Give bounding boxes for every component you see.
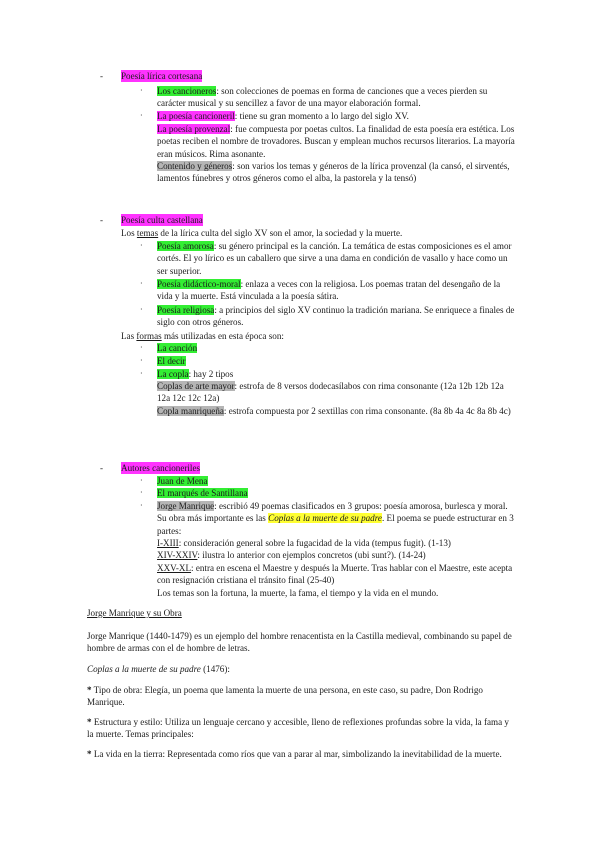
item-term: Poesía didáctico-moral	[157, 279, 241, 289]
bullet-text: na persona, en este caso, su padre, Don Rodrigo Manrique.	[87, 685, 483, 708]
item-term: Coplas de arte mayor	[157, 381, 235, 391]
bullet-icon: ·	[140, 369, 143, 378]
author-name: El marqués de Santillana	[157, 488, 248, 498]
list-item	[87, 684, 517, 709]
item-text: : estrofa de 8 versos dodecasílabos con rima consonante (12a 12b 12b 12a 12a 12c 12c 12a)	[157, 381, 504, 404]
item-term: La poesía provenzal	[157, 124, 231, 134]
item-text: : estrofa compuesta por 2 sextillas con rima consonante. (8a 8b 4a 4c 8a 8b 4c)	[223, 406, 511, 416]
bullet-text: la fama y la muerte. Temas principales:	[87, 717, 509, 740]
item-term: La copla	[157, 369, 189, 379]
bullet-icon: ·	[140, 241, 143, 250]
part-range: XXV-XL	[157, 563, 192, 573]
author-name: Juan de Mena	[157, 476, 208, 486]
author-name: Jorge Manrique	[157, 501, 215, 511]
list-dash: -	[100, 71, 104, 81]
formas-line	[121, 330, 284, 342]
text: de la lírica culta del siglo XV son el amor, la sociedad y la muerte.	[158, 228, 403, 238]
part-range: XIV-XXIV	[157, 550, 198, 560]
temas-text: Los temas son la fortuna, la muerte, la fama, el tiempo y la vida en el mundo.	[157, 588, 439, 598]
section-title: Poesía culta castellana	[121, 215, 203, 225]
text: más utilizadas en esta época son:	[161, 331, 284, 341]
item-text: : enlaza a veces con la religiosa. Los poemas tratan del desengaño de la vida y la muerte. Está vinculada a la poesía sátira.	[157, 279, 501, 302]
bullet-icon: ·	[140, 488, 143, 497]
temas-line	[121, 227, 402, 239]
item-text: : son colecciones de poemas en forma de canciones que a veces pierden su carácter musical y su sencillez a favor de una mayor elaboración formal.	[157, 86, 488, 109]
underlined-word: formas	[136, 331, 162, 341]
item-term: Contenido y géneros	[157, 161, 233, 171]
bullet-icon: *	[87, 749, 92, 759]
item-text: : fue compuesta por poetas cultos. La finalidad de esta poesía era estética. Los poetas reciben el nombre de trovadores. Buscan y emplean muchos recursos literarios. La mayoría eran músicos. Rima asonante.	[157, 124, 515, 159]
text: Los	[121, 228, 137, 238]
coplas-line	[87, 663, 517, 675]
bullet-text: ue van a parar al mar, simbolizando la inevitabilidad de la muerte.	[261, 749, 502, 759]
item-term: El decir	[157, 356, 186, 366]
section-title: Poesía lírica cortesana	[121, 71, 203, 81]
bullet-icon: ·	[140, 343, 143, 352]
item-term: Poesía amorosa	[157, 241, 214, 251]
text: Las	[121, 331, 137, 341]
list-item	[87, 716, 517, 741]
item-text: : su género principal es la canción. La temática de estas composiciones es el amor cortés. El yo lírico es un caballero que sirve a una dama en condición de vasallo y hace como un ser superior.	[157, 241, 512, 276]
item-term: La poesía cancioneril	[157, 111, 235, 121]
item-term: Poesía religiosa	[157, 305, 215, 315]
list-dash: -	[100, 215, 104, 225]
section-heading: Jorge Manrique y su Obra	[87, 608, 182, 618]
bullet-icon: ·	[140, 86, 143, 95]
bullet-icon: *	[87, 717, 92, 727]
bullet-icon: ·	[140, 501, 143, 510]
item-text: : escribió 49 poemas clasificados en 3 grupos: poesía amorosa, burlesca y moral. Su obra más importante es las	[157, 501, 508, 524]
bullet-label: La vida en la tierra: Representada como ríos q	[93, 749, 262, 759]
item-text: : son varios los temas y géneros de la lírica provenzal (la cansó, el sirventés, lamentos fúnebres y otros géneros como el alba, la pastorela y la tensó)	[157, 161, 510, 184]
bullet-icon: ·	[140, 279, 143, 288]
bullet-label: Tipo de obra: Elegía, un poema que lamenta la muerte de u	[93, 685, 309, 695]
work-title: Coplas a la muerte de su padre	[87, 664, 201, 674]
intro-paragraph: Jorge Manrique (1440-1479) es un ejemplo del hombre renacentista en la Castilla medieval, combinando su papel de hombre de armas con el de hombre de letras.	[87, 631, 512, 654]
part-text: : ilustra lo anterior con ejemplos concretos (ubi sunt?). (14-24)	[197, 550, 426, 560]
item-text: : a principios del siglo XV continuo la tradición mariana. Se enriquece a finales de siglo con otros géneros.	[157, 305, 515, 328]
underlined-word: temas	[136, 228, 159, 238]
item-text: : hay 2 tipos	[188, 369, 234, 379]
text: (1476):	[200, 664, 230, 674]
bullet-icon: ·	[140, 111, 143, 120]
part-text: : consideración general sobre la fugacidad de la vida (tempus fugit). (1-13)	[178, 538, 451, 548]
item-text: . El poema se puede estructurar en 3 partes:	[157, 513, 514, 536]
item-term: La canción	[157, 343, 198, 353]
bullet-icon: ·	[140, 476, 143, 485]
item-term: Los cancioneros	[157, 86, 217, 96]
list-dash: -	[100, 463, 104, 473]
item-text: : tiene su gran momento a lo largo del siglo XV.	[234, 111, 409, 121]
part-range: I-XIII	[157, 538, 179, 548]
item-term: Copla manriqueña	[157, 406, 224, 416]
list-item	[87, 748, 517, 760]
part-text: : entra en escena el Maestre y después la Muerte. Tras hablar con el Maestre, este acepta con resignación cristiana el tránsito final (25-40)	[157, 563, 513, 586]
bullet-icon: *	[87, 685, 92, 695]
bullet-label: Estructura y estilo: Utiliza un lenguaje cercano y accesible, lleno de reflexiones profundas sobre la vida,	[93, 717, 473, 727]
work-title: Coplas a la muerte de su padre	[268, 513, 382, 524]
bullet-icon: ·	[140, 305, 143, 314]
section-title: Autores cancioneriles	[121, 463, 201, 473]
bullet-icon: ·	[140, 356, 143, 365]
